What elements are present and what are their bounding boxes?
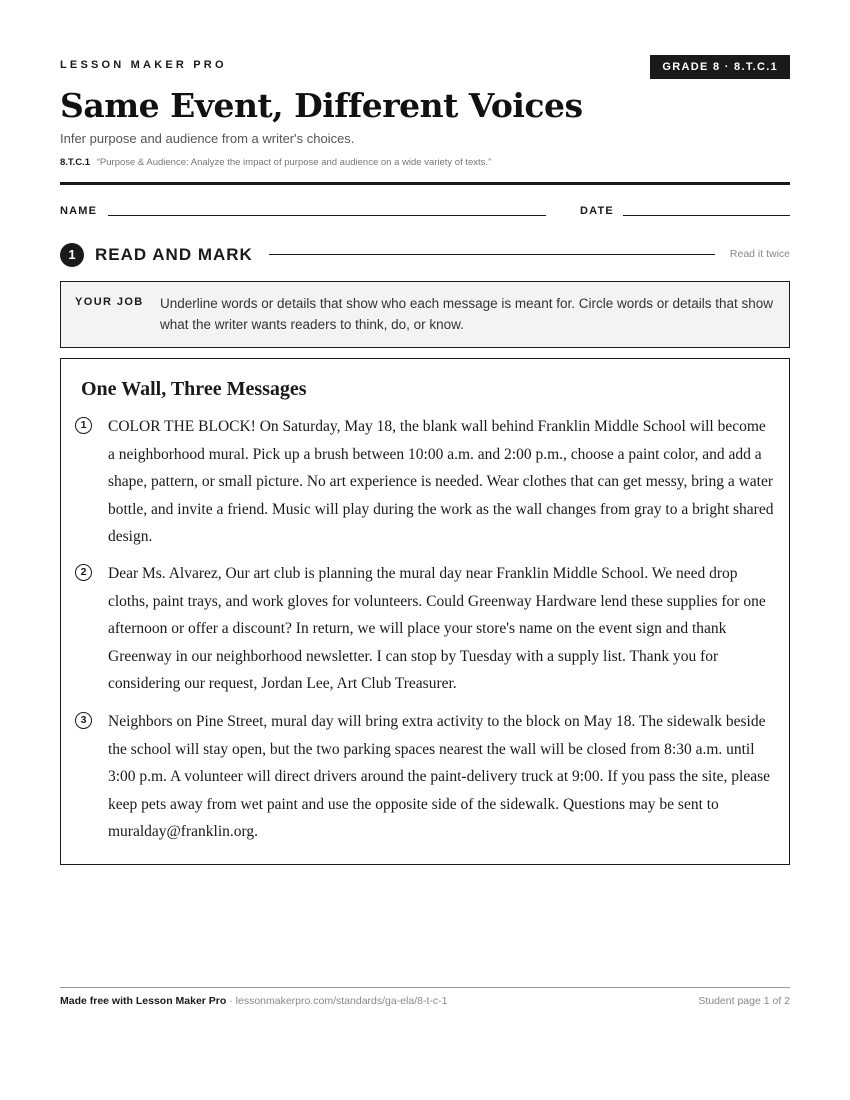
message-text: COLOR THE BLOCK! On Saturday, May 18, the blank wall behind Franklin Middle School will become a neighborhood mural. Pick up a brush between 10:00 a.m. and 2:00 p.m., choose a paint color, and add a shape, pattern, or small picture. No art experience is needed. Wear clothes that can get messy, bring a water bottle, and invite a friend. Music will play during the work as the wall changes from gray to a bright shared design. [108,418,774,545]
message-number: 3 [75,712,92,729]
standard-text: “Purpose & Audience: Analyze the impact of purpose and audience on a wide variety of texts.” [96,157,492,168]
message-number: 1 [75,417,92,434]
passage-title: One Wall, Three Messages [81,378,307,400]
name-field[interactable] [108,215,546,216]
header-divider [60,182,790,185]
section-header [60,243,790,267]
page-title: Same Event, Different Voices [60,86,583,125]
message-number: 2 [75,564,92,581]
date-field[interactable] [623,215,790,216]
page-indicator: Student page 1 of 2 [698,995,790,1007]
footer-divider [60,987,790,988]
footer-link[interactable]: · lessonmakerpro.com/standards/ga-ela/8-t-c-1 [226,995,448,1007]
standard-line [60,157,491,168]
job-text: Underline words or details that show who each message is meant for. Circle words or details that show what the writer wants readers to think, do, or know. [160,296,774,332]
passage-box [60,358,790,865]
message-text: Neighbors on Pine Street, mural day will bring extra activity to the block on May 18. The sidewalk beside the school will stay open, but the two parking spaces nearest the wall will be closed from 8:30 a.m. until 3:00 p.m. A volunteer will direct drivers around the paint-delivery truck at 9:00. If you pass the site, please keep pets away from wet paint and use the opposite side of the sidewalk. Questions may be sent to muralday@franklin.org. [108,713,771,840]
grade-badge: GRADE 8 · 8.T.C.1 [650,55,790,79]
section-divider [269,254,715,255]
job-label: YOUR JOB [75,296,144,308]
message-text: Dear Ms. Alvarez, Our art club is planning the mural day near Franklin Middle School. We need drop cloths, paint trays, and work gloves for volunteers. Could Greenway Hardware lend these supplies for one afternoon or offer a discount? In return, we will place your store's name on the event sign and thank Greenway in our neighborhood newsletter. I can stop by Tuesday with a supply list. Thank you for considering our request, Jordan Lee, Art Club Treasurer. [108,565,766,692]
brand-name: LESSON MAKER PRO [60,59,227,71]
standard-code: 8.T.C.1 [60,157,91,168]
section-title: READ AND MARK [95,245,253,264]
footer-brand: Made free with Lesson Maker Pro [60,995,227,1007]
footer-credit [60,995,447,1007]
page-subtitle: Infer purpose and audience from a writer's choices. [60,131,355,146]
worksheet-page [60,0,790,1100]
date-label: DATE [580,205,614,217]
name-label: NAME [60,205,98,217]
job-instructions-box [60,281,790,348]
section-number-badge: 1 [60,243,84,267]
section-note: Read it twice [729,248,790,260]
